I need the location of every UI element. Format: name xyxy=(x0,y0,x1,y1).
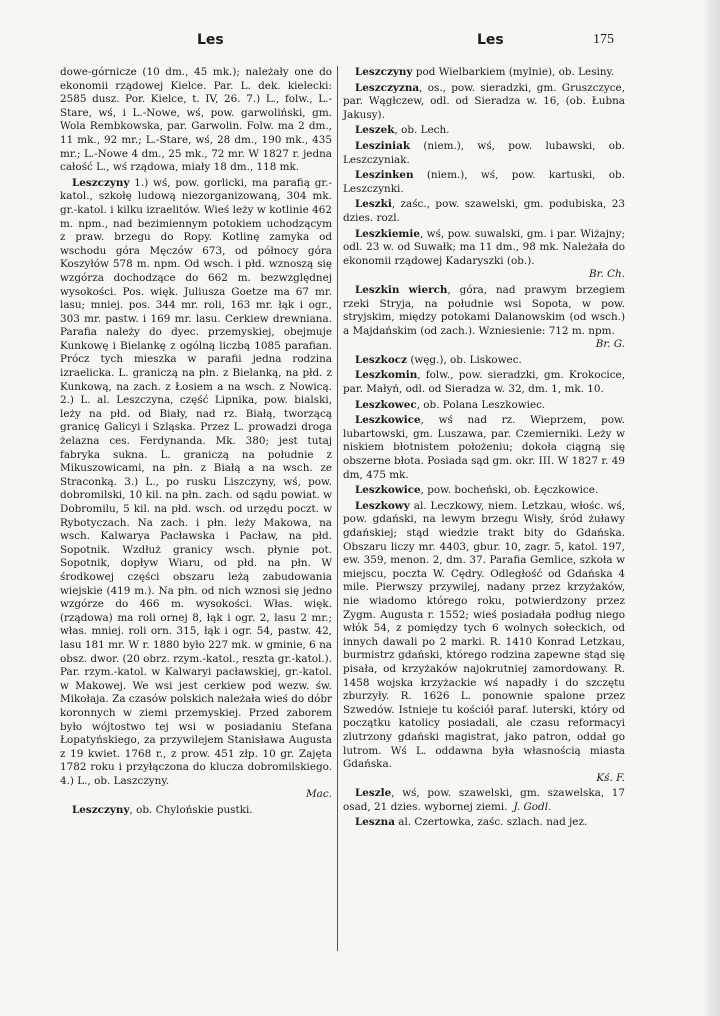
entry-headword: Leszkowice xyxy=(355,484,421,497)
entry-text: al. Czertowka, zaśc. szlach. nad jez. xyxy=(394,816,588,829)
entry-text: dowe-górnicze (10 dm., 45 mk.); należały one do ekonomii rządowej Kielce. Par. L. dek. kielecki: 2585 dusz. Por. Kielce, t. IV, 26. 7.) L., folw., L.-Stare, wś, i L.-Nowe, wś, pow. garwoliński, gm. Wola Rembkowska, par. Garwolin. Folw. ma 2 dm., 11 mk., 92 mr.; L.-Stare, wś, 28 dm., 190 mk., 435 mr.; L.-Nowe 4 dm., 25 mk., 72 mr. W 1827 r. jedna całość L., wś rządowa, miały 18 dm., 118 mk. xyxy=(60,66,332,174)
dictionary-entry xyxy=(60,804,332,818)
dictionary-entry xyxy=(343,354,625,368)
entry-headword: Leszkiemie xyxy=(355,227,420,240)
dictionary-entry xyxy=(343,140,625,167)
right-column xyxy=(343,66,625,832)
dictionary-entry xyxy=(343,198,625,225)
entry-headword: Leszkomin xyxy=(355,369,418,382)
entry-headword: Leszczyny xyxy=(72,176,130,189)
page-number: 175 xyxy=(593,32,614,47)
left-column xyxy=(60,66,332,820)
dictionary-entry xyxy=(60,66,332,175)
dictionary-entry xyxy=(343,399,625,413)
dictionary-entry xyxy=(343,82,625,123)
dictionary-entry xyxy=(343,169,625,196)
entry-text: , os., pow. sieradzki, gm. Gruszczyce, par. Wągłczew, odl. od Sieradza w. 16, (ob. Łubna Jakusy). xyxy=(343,81,625,121)
entry-headword: Leszkocz xyxy=(355,353,408,366)
dictionary-entry xyxy=(343,369,625,396)
entry-text: , zaśc., pow. szawelski, gm. podubiska, 23 dzies. rozl. xyxy=(343,198,625,224)
entry-text: (węg.), ob. Liskowec. xyxy=(407,353,522,366)
entry-headword: Leszle xyxy=(355,787,392,800)
author-signature: J. Godl. xyxy=(513,800,552,813)
entry-text: , góra, nad prawym brzegiem rzeki Stryja, na południe wsi Sopota, w pow. stryjskim, między potokami Dalanowskim (od wsch.) a Majdańskim (od zach.). Wzniesienie: 712 m. npm. xyxy=(343,283,625,337)
dictionary-entry xyxy=(343,228,625,282)
entry-text: , ob. Lech. xyxy=(394,124,450,137)
author-signature: Br. G. xyxy=(595,338,625,351)
entry-headword: Leszek xyxy=(355,124,395,137)
running-head-right: Les xyxy=(477,32,504,48)
entry-text: (niem.), wś, pow. kartuski, ob. Leszczynki. xyxy=(343,169,625,195)
entry-headword: Leszinken xyxy=(355,169,414,182)
entry-headword: Leszczyny xyxy=(72,804,130,817)
author-signature: Br. Ch. xyxy=(588,268,625,281)
entry-headword: Leszkowy xyxy=(355,499,410,512)
dictionary-entry xyxy=(343,484,625,498)
entry-headword: Leszkowec xyxy=(355,398,417,411)
entry-text: , wś, pow. suwalski, gm. i par. Wiżajny; odl. 23 w. od Suwałk; ma 11 dm., 98 mk. Należała do ekonomii rządowej Kadaryszki (ob.). xyxy=(343,227,625,267)
entry-text: , ob. Chylońskie pustki. xyxy=(129,804,253,817)
entry-headword: Leszkin wierch xyxy=(355,283,448,296)
entry-text: , folw., pow. sieradzki, gm. Krokocice, par. Małyń, odl. od Sieradza w. 32, dm. 1, mk. 10. xyxy=(343,369,625,396)
entry-text: , pow. bocheński, ob. Łęczkowice. xyxy=(420,484,599,497)
entry-headword: Leszkowice xyxy=(355,414,421,427)
dictionary-entry xyxy=(343,500,625,785)
entry-headword: Lesziniak xyxy=(355,139,411,152)
entry-headword: Leszki xyxy=(355,198,392,211)
entry-text: , ob. Polana Leszkowiec. xyxy=(416,398,546,411)
entry-headword: Leszczyny xyxy=(355,66,413,78)
entry-headword: Leszczyzna xyxy=(355,81,420,94)
dictionary-entry xyxy=(343,816,625,830)
author-signature: Mac. xyxy=(306,788,332,801)
entry-text: (niem.), wś, pow. lubawski, ob. Leszczyniak. xyxy=(343,139,625,166)
dictionary-entry xyxy=(343,284,625,352)
entry-text: pod Wielbarkiem (mylnie), ob. Lesiny. xyxy=(412,66,615,78)
entry-text: 1.) wś, pow. gorlicki, ma parafią gr.-katol., szkołę ludową niezorganizowaną, 304 mk. gr.-katol. i kilku izraelitów. Wieś leży w kotlinie 462 m. npm., nad bezimiennym potokiem uchodzącym z praw. brzegu do Ropy. Kotlinę zamyka od wschodu góra Męczów 673, od północy góra Koszyłów 578 m. npm. Od wsch. i płd. wznoszą się wzgórza dochodzące do 662 m. bezwzględnej wysokości. Pos. więk. Juliusza Goetze ma 67 mr. lasu; mniej. pos. 344 mr. roli, 163 mr. łąk i ogr., 303 mr. pastw. i 169 mr. lasu. Cerkiew drewniana. Parafia należy do dyec. przemyskiej, obejmuje Kunkowę i Bielankę z ogólną liczbą 1085 parafian. Prócz tych mieszka w parafii jedna rodzina izraelicka. L. graniczą na płn. z Bielanką, na płd. z Kunkową, na zach. z Łosiem a na wsch. z Nowicą. 2.) L. al. Leszczyna, część Lipnika, pow. bialski, leży na płd. od Biały, nad rz. Białą, tworzącą granicę Galicyi i Szląska. Przez L. prowadzi droga żelazna ces. Ferdynanda. Mk. 380; jest tutaj fabryka sukna. L. graniczą na południe z Mikuszowicami, na płn. z Białą a na wsch. ze Straconką. 3.) L., po rusku Liszczyny, wś, pow. dobromilski, 10 kil. na płn. zach. od sądu powiat. w Dobromilu, 5 kil. na płd. wsch. od urzędu poczt. w Rybotyczach. Na zach. i płn. leży Makowa, na wsch. Kalwarya Pacławska i Pacław, na płd. Sopotnik. Wzdłuż granicy wsch. płynie pot. Sopotnik, dopływ Wiaru, od płd. na płn. W środkowej części obszaru leżą zabudowania wiejskie (419 m.). Na płn. od nich wznosi się jedno wzgórze do 466 m. wysokości. Włas. więk. (rządowa) ma roli ornej 8, łąk i ogr. 2, lasu 2 mr.; włas. mniej. roli orn. 315, łąk i ogr. 54, pastw. 42, lasu 181 mr. W r. 1880 było 227 mk. w gminie, 6 na obsz. dwor. (20 obrz. rzym.-katol., reszta gr.-katol.). Par. rzym.-katol. w Kalwaryi pacławskiej, gr.-katol. w Makowej. We wsi jest cerkiew pod wezw. św. Mikołaja. Za czasów polskich należała wieś do dóbr koronnych w ziemi przemyskiej. Przed zaborem było wójtostwo tej wsi w posiadaniu Stefana Łopatyńskiego, za przywilejem Stanisława Augusta z 19 kwiet. 1768 r., z prow. 451 złp. 10 gr. Zajęta 1782 roku i przyłączona do klucza dobromilskiego. 4.) L., ob. Laszczyny. xyxy=(60,176,333,787)
dictionary-entry xyxy=(60,177,332,802)
running-head-left: Les xyxy=(197,32,224,48)
column-divider xyxy=(337,66,338,951)
entry-text: , wś nad rz. Wieprzem, pow. lubartowski, gm. Luszawa, par. Czemierniki. Leży w niskiem błotnistem położeniu; dokoła ciągną się obszerne błota. Posiada sąd gm. okr. III. W 1827 r. 49 dm, 475 mk. xyxy=(343,414,625,481)
dictionary-entry xyxy=(343,787,625,814)
dictionary-entry xyxy=(343,66,625,80)
entry-text: al. Leczkowy, niem. Letzkau, włośc. wś, pow. gdański, na lewym brzegu Wisły, śród żuławy gdańskiej; stąd wiedzie trakt bity do Gdańska. Obszaru liczy mr. 4403, gbur. 10, zagr. 5, katol. 197, ew. 359, menon. 2, dm. 37. Parafia Gemlice, szkoła w miejscu, poczta W. Cędry. Odległość od Gdańska 4 mile. Pierwszy przywilej, nadany przez krzyżaków, nie wiadomo którego roku, potwierdzony przez Zygm. Augusta r. 1552; wieś posiadała podług niego włók 54, z pomiędzy tych 6 wolnych sołeckich, od innych dawali po 2 marki. R. 1410 Konrad Letzkau, burmistrz gdański, którego rodzina zapewne stąd się pisała, od krzyżaków najokrutniej zamordowany. R. 1458 wojska krzyżackie wś napadły i do szczętu zburzyły. R. 1626 L. ponownie spalone przez Szwedów. Istnieje tu kościół paraf. luterski, który od początku katolicy posiadali, ale czasu reformacyi zlutrzony gdański magistrat, jako patron, oddał go lutrom. Wś L. oddawna była własnością miasta Gdańska. xyxy=(343,499,625,771)
author-signature: Kś. F. xyxy=(596,771,625,784)
dictionary-entry xyxy=(343,414,625,482)
entry-headword: Leszna xyxy=(355,816,395,829)
dictionary-entry xyxy=(343,124,625,138)
page-edge-shadow xyxy=(702,0,720,1016)
entry-text: , wś, pow. szawelski, gm. szawelska, 17 osad, 21 dzies. wybornej ziemi. xyxy=(343,787,625,813)
